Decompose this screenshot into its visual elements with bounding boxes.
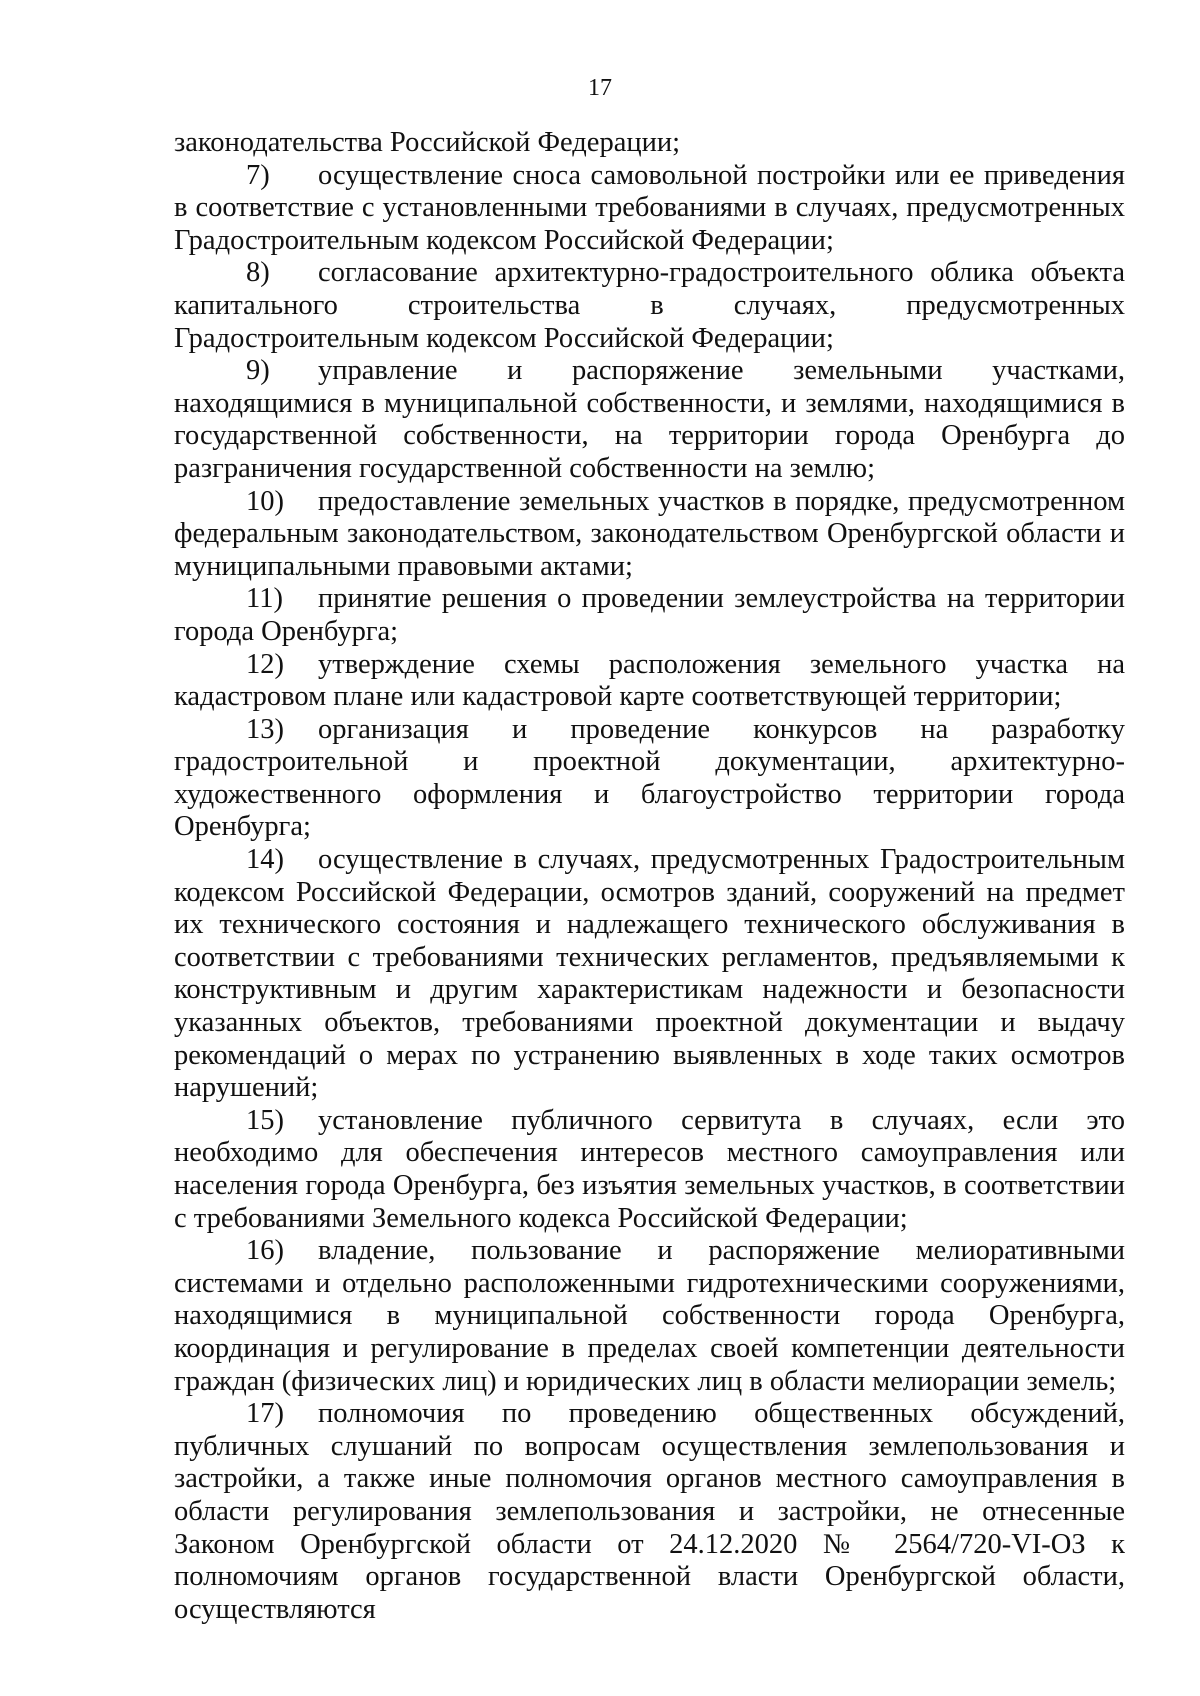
item-number: 9) (246, 355, 270, 387)
item-text: организация и проведение конкурсов на разработку градостроительной и проектной документации, архитектурно-художественного оформления и благоустройство территории города Оренбурга; (174, 713, 1125, 843)
lead-paragraph: законодательства Российской Федерации; (174, 127, 681, 158)
item-text: осуществление сноса самовольной постройки или ее приведения в соответствие с установленными требованиями в случаях, предусмотренных Градостроительным кодексом Российской Федерации; (174, 159, 1125, 256)
item-text: согласование архитектурно-градостроительного облика объекта капитального строительства в случаях, предусмотренных Градостроительным кодексом Российской Федерации; (174, 257, 1125, 354)
item-number: 11) (246, 583, 283, 615)
list-item-13 (174, 714, 1125, 844)
item-text: полномочия по проведению общественных обсуждений, публичных слушаний по вопросам осуществления землепользования и застройки, а также иные полномочия органов местного самоуправления в области регулирования землепользования и застройки, не отнесенные Законом Оренбургской области от 24.12.2020 № 2564/720-VI-ОЗ к полномочиям органов государственной власти Оренбургской области, осуществляются (174, 1398, 1125, 1625)
list-item-10 (174, 486, 1125, 584)
list-item-9 (174, 355, 1125, 485)
item-number: 15) (246, 1104, 284, 1136)
item-number: 13) (246, 713, 284, 745)
item-text: предоставление земельных участков в порядке, предусмотренном федеральным законодательством, законодательством Оренбургской области и муниципальными правовыми актами; (174, 485, 1125, 582)
item-number: 16) (246, 1235, 284, 1267)
list-item-8 (174, 257, 1125, 355)
list-item-12 (174, 649, 1125, 714)
page-number: 17 (588, 75, 612, 101)
document-body (174, 127, 1125, 1626)
list-item-17 (174, 1398, 1125, 1626)
list-item-11 (174, 583, 1125, 648)
item-number: 8) (246, 257, 270, 289)
item-text: принятие решения о проведении землеустройства на территории города Оренбурга; (174, 583, 1125, 647)
item-text: осуществление в случаях, предусмотренных Градостроительным кодексом Российской Федерации, осмотров зданий, сооружений на предмет их технического состояния и надлежащего технического обслуживания в соответствии с требованиями технических регламентов, предъявляемыми к конструктивным и другим характеристикам надежности и безопасности указанных объектов, требованиями проектной документации и выдачу рекомендаций о мерах по устранению выявленных в ходе таких осмотров нарушений; (174, 844, 1125, 1104)
item-number: 14) (246, 844, 284, 876)
list-item-15 (174, 1105, 1125, 1235)
item-number: 7) (246, 159, 270, 191)
list-item-7 (174, 160, 1125, 258)
item-number: 12) (246, 648, 284, 680)
list-item-16 (174, 1235, 1125, 1398)
item-number: 10) (246, 485, 284, 517)
item-text: владение, пользование и распоряжение мелиоративными системами и отдельно расположенными гидротехническими сооружениями, находящимися в муниципальной собственности города Оренбурга, координация и регулирование в пределах своей компетенции деятельности граждан (физических лиц) и юридических лиц в области мелиорации земель; (174, 1235, 1125, 1397)
list-item-14 (174, 844, 1125, 1105)
item-text: установление публичного сервитута в случаях, если это необходимо для обеспечения интересов местного самоуправления или населения города Оренбурга, без изъятия земельных участков, в соответствии с требованиями Земельного кодекса Российской Федерации; (174, 1104, 1125, 1234)
item-text: утверждение схемы расположения земельного участка на кадастровом плане или кадастровой карте соответствующей территории; (174, 648, 1125, 713)
item-number: 17) (246, 1398, 284, 1430)
item-text: управление и распоряжение земельными участками, находящимися в муниципальной собственности, и землями, находящимися в государственной собственности, на территории города Оренбурга до разграничения государственной собственности на землю; (174, 355, 1125, 484)
